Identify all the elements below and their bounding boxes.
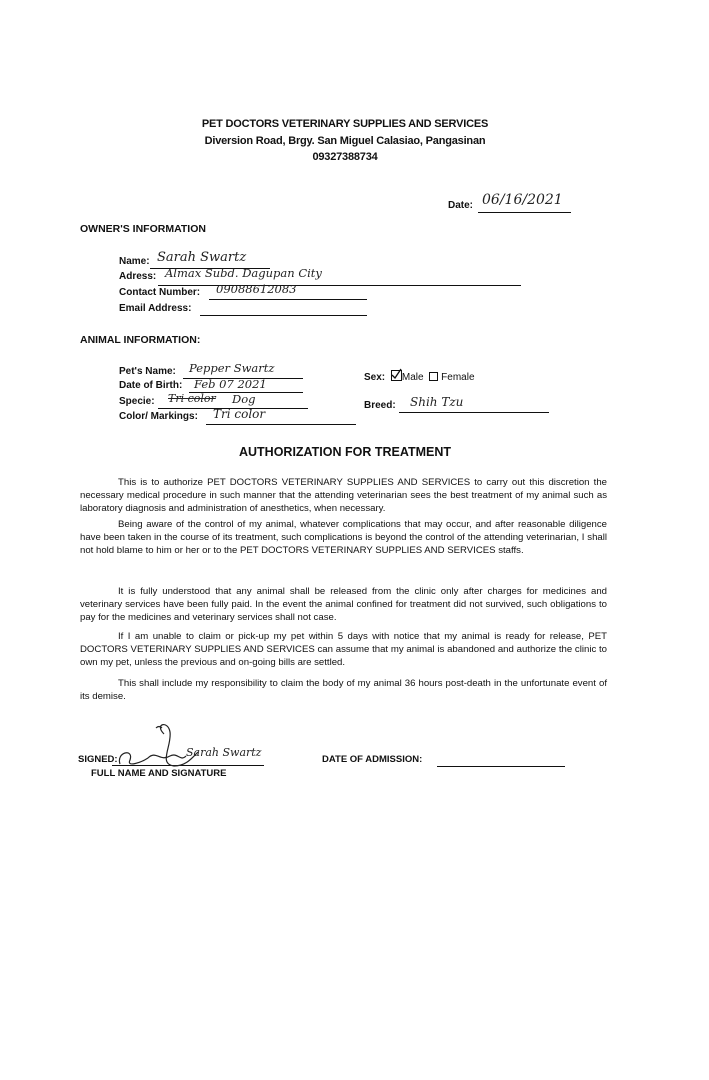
owner-contact-label: Contact Number: (119, 287, 201, 298)
business-address: Diversion Road, Brgy. San Miguel Calasiao, Pangasinan (204, 135, 486, 147)
owner-email-label: Email Address: (119, 303, 192, 314)
date-label: Date: (448, 200, 474, 211)
pet-name-value: Pepper Swartz (189, 361, 275, 375)
business-name: PET DOCTORS VETERINARY SUPPLIES AND SERVICES (201, 118, 489, 130)
check-mark-icon (391, 368, 402, 379)
sex-field (364, 370, 475, 383)
sex-female-label: Female (441, 372, 475, 383)
business-phone: 09327388734 (312, 151, 378, 163)
authorization-paragraph-3: It is fully understood that any animal shall be released from the clinic only after charges for medicines and veterinary services have been fully paid. In the event the animal confined for treatment did not survived, such obligations to pay for the medicines and veterinary services shall not case. (80, 586, 607, 624)
admission-line (437, 766, 565, 767)
owner-name-label: Name: (119, 256, 150, 267)
sex-label: Sex: (364, 372, 386, 383)
dob-value: Feb 07 2021 (194, 377, 267, 391)
pet-name-label: Pet's Name: (119, 366, 176, 377)
owner-address-label: Adress: (119, 271, 157, 282)
owner-contact-line (209, 299, 367, 300)
signed-label: SIGNED: (78, 754, 118, 765)
authorization-paragraph-2: Being aware of the control of my animal, whatever complications that may occur, and after reasonable diligence have been taken in the course of its treatment, such complications is beyond the control of the attending veterinarian, I shall not hold blame to him or her or to the PET DOCTORS VETERINARY SUPPLIES AND SERVICES staffs. (80, 519, 607, 557)
color-label: Color/ Markings: (119, 411, 198, 422)
date-value: 06/16/2021 (482, 192, 563, 208)
breed-value: Shih Tzu (410, 395, 464, 409)
sex-male-label: Male (401, 372, 424, 383)
dob-label: Date of Birth: (119, 380, 183, 391)
handwritten-signature (112, 718, 272, 770)
sex-female-checkbox[interactable] (429, 372, 438, 381)
authorization-paragraph-1: This is to authorize PET DOCTORS VETERINARY SUPPLIES AND SERVICES to carry out this discretion the necessary medical procedure in such manner that the attending veterinarian sees the best treatment of my animal such as laboratory diagnosis and administration of anesthetics, when necessary. (80, 477, 607, 515)
owner-heading: OWNER'S INFORMATION (80, 223, 206, 235)
signed-value: Sarah Swartz (186, 746, 262, 759)
breed-line (399, 412, 549, 413)
authorization-title: AUTHORIZATION FOR TREATMENT (238, 445, 451, 459)
owner-contact-value: 09088612083 (216, 282, 297, 296)
owner-name-value: Sarah Swartz (157, 250, 247, 265)
species-crossed-out: Tri color (168, 392, 216, 405)
authorization-paragraph-5: This shall include my responsibility to claim the body of my animal 36 hours post-death in the unfortunate event of its demise. (80, 678, 607, 703)
authorization-paragraph-4: If I am unable to claim or pick-up my pet within 5 days with notice that my animal is ready for release, PET DOCTORS VETERINARY SUPPLIES AND SERVICES can assume that my animal is abandoned and authorize the clinic to own my pet, unless the previous and on-going bills are settled. (80, 631, 607, 669)
owner-address-value: Almax Subd. Dagupan City (165, 266, 322, 280)
species-value: Dog (232, 392, 256, 406)
color-line (206, 424, 356, 425)
color-value: Tri color (213, 407, 266, 421)
owner-email-line (200, 315, 367, 316)
animal-heading: ANIMAL INFORMATION: (80, 334, 201, 346)
admission-label: DATE OF ADMISSION: (322, 754, 423, 765)
date-line (478, 212, 571, 213)
sex-male-checkbox[interactable] (391, 370, 402, 381)
breed-label: Breed: (364, 400, 396, 411)
owner-address-line (158, 285, 521, 286)
species-label: Specie: (119, 396, 155, 407)
signature-caption: FULL NAME AND SIGNATURE (91, 768, 227, 779)
